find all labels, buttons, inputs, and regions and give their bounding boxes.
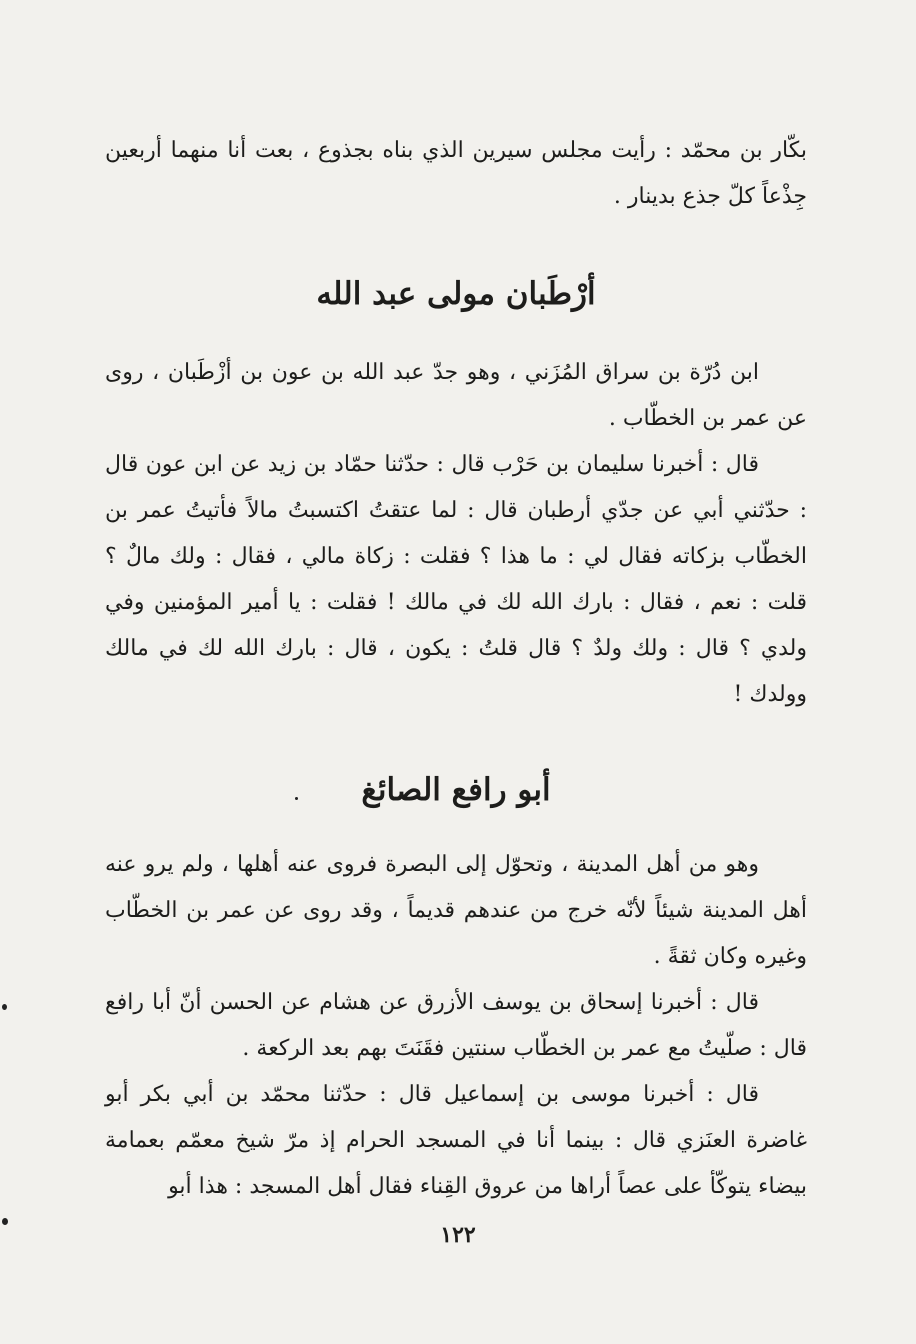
section-heading-abu-rafi: أبو رافع الصائغ (361, 772, 551, 808)
intro-block (105, 128, 807, 220)
intro-paragraph: بكّار بن محمّد : رأيت مجلس سيرين الذي بناه بجذوع ، بعت أنا منهما أربعين جِذْعاً كلّ جذع بدينار . (105, 138, 807, 209)
section-artaban-body (105, 350, 807, 718)
section-abu-rafi-body (105, 842, 807, 1210)
paragraph: قال : أخبرنا إسحاق بن يوسف الأزرق عن هشام عن الحسن أنّ أبا رافع قال : صلّيتُ مع عمر بن الخطّاب سنتين فقَنَتَ بهم بعد الركعة . (105, 990, 807, 1061)
paragraph: وهو من أهل المدينة ، وتحوّل إلى البصرة فروى عنه أهلها ، ولم يرو عنه أهل المدينة شيئاً لأنّه خرج من عندهم قديماً ، وقد روى عن عمر بن الخطّاب وغيره وكان ثقةً . (105, 852, 807, 969)
section-heading-artaban: أرْطَبان مولى عبد الله (316, 276, 596, 312)
paragraph: ابن دُرّة بن سراق المُزَني ، وهو جدّ عبد الله بن عون بن أزْطَبان ، روى عن عمر بن الخطّاب . (105, 360, 807, 431)
scan-speck (2, 1004, 7, 1010)
scan-speck (295, 797, 298, 800)
paragraph: قال : أخبرنا سليمان بن حَرْب قال : حدّثنا حمّاد بن زيد عن ابن عون قال : حدّثني أبي عن جدّي أرطبان قال : لما عتقتُ اكتسبتُ مالاً فأتيتُ عمر بن الخطّاب بزكاته فقال لي : ما هذا ؟ فقلت : زكاة مالي ، فقال : ولك مالٌ ؟ قلت : نعم ، فقال : بارك الله لك في مالك ! فقلت : يا أمير المؤمنين وفي ولدي ؟ قال : ولك ولدٌ ؟ قال قلتُ : يكون ، قال : بارك الله لك في مالك وولدك ! (105, 452, 807, 707)
page-number: ١٢٢ (440, 1222, 476, 1248)
paragraph: قال : أخبرنا موسى بن إسماعيل قال : حدّثنا محمّد بن أبي بكر أبو غاضرة العنَزي قال : بينما أنا في المسجد الحرام إذ مرّ شيخ معمّم بعمامة بيضاء يتوكّأ على عصاً أراها من عروق القِناء فقال أهل المسجد : هذا أبو (105, 1082, 807, 1199)
scan-speck (2, 1218, 8, 1225)
